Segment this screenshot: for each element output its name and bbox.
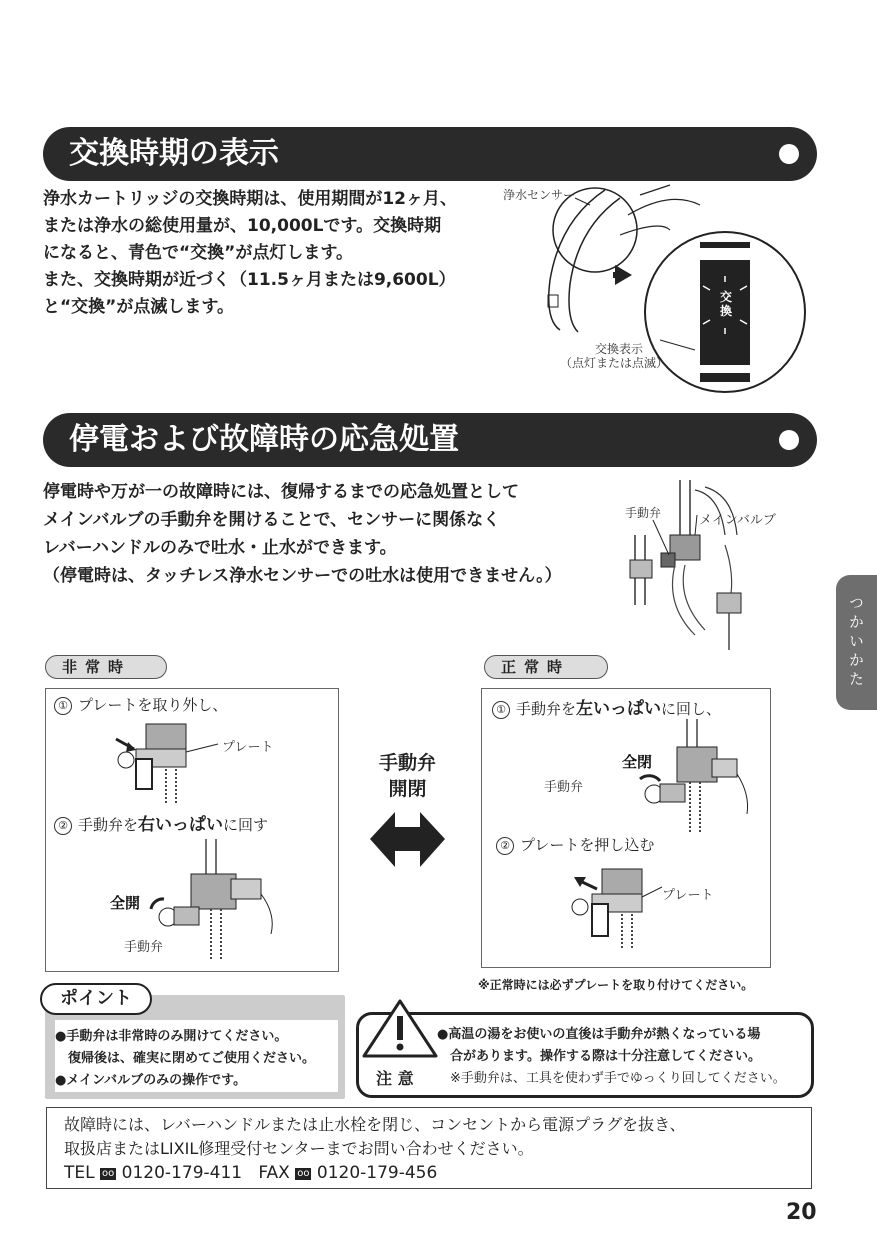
valve-open-illustration (146, 839, 296, 959)
manual-valve-label: 手動弁 (544, 780, 584, 795)
step-text: 手動弁を (78, 816, 139, 834)
note-line: ●高温の湯をお使いの直後は手動弁が熱くなっている場 (437, 1027, 761, 1042)
double-arrow-icon (370, 812, 445, 867)
section-title: 停電および故障時の応急処置 (69, 422, 459, 457)
full-open-label: 全開 (110, 894, 141, 912)
note-line: 復帰後は、確実に閉めてご使用ください。 (55, 1051, 316, 1066)
note-line: ※手動弁は、工具を使わず手でゆっくり回してください。 (437, 1071, 786, 1086)
text-line: 停電時や万が一の故障時には、復帰するまでの応急処置として (43, 482, 519, 502)
step-text: に回し、 (661, 700, 722, 718)
warning-icon (360, 998, 440, 1060)
text-line: （停電時は、タッチレス浄水センサーでの吐水は使用できません。） (43, 566, 562, 586)
caution-notes (437, 1024, 786, 1090)
valve-assembly-diagram (625, 475, 775, 655)
step-number: ② (496, 837, 514, 855)
step-emphasis: 右いっぱい (138, 815, 224, 835)
display-char: 換 (719, 304, 732, 318)
text-line: メインバルブの手動弁を開けることで、センサーに関係なく (43, 510, 501, 530)
step-text: プレートを取り外し、 (78, 696, 228, 714)
display-char: 交 (719, 290, 732, 304)
plate-label: プレート (222, 740, 274, 755)
valve-close-illustration (622, 719, 752, 839)
emergency-step-1 (54, 694, 227, 715)
center-caption (355, 750, 460, 802)
emergency-description (43, 478, 562, 590)
center-line: 手動弁 (378, 752, 436, 774)
step-number: ① (54, 697, 72, 715)
caution-label: 注 意 (376, 1069, 414, 1088)
contact-box (46, 1107, 812, 1189)
header-dot (779, 430, 799, 450)
plate-insert-illustration (562, 859, 692, 949)
center-line: 開閉 (388, 778, 427, 800)
normal-step-2 (496, 834, 654, 855)
fax-label: FAX (258, 1163, 290, 1183)
text-line: と“交換”が点滅します。 (43, 297, 234, 317)
normal-box (481, 688, 771, 968)
normal-step-1 (492, 694, 721, 719)
plate-removal-illustration (106, 714, 226, 804)
text-line: になると、青色で“交換”が点灯します。 (43, 243, 353, 263)
step-number: ② (54, 817, 72, 835)
step-number: ① (492, 701, 510, 719)
side-tab[interactable]: つかいかた (836, 575, 877, 710)
section-header-emergency (43, 413, 817, 467)
normal-pill: 正常時 (484, 655, 608, 679)
point-notes (55, 1026, 315, 1092)
step-text: 手動弁を (516, 700, 577, 718)
step-text: プレートを押し込む (520, 836, 655, 854)
sensor-label: 浄水センサー (503, 188, 576, 202)
display-indicator (717, 290, 735, 318)
point-title: ポイント (40, 983, 152, 1015)
text-line: また、交換時期が近づく（11.5ヶ月または9,600L） (43, 270, 456, 290)
emergency-step-2 (54, 810, 268, 835)
header-dot (779, 144, 799, 164)
contact-line: 故障時には、レバーハンドルまたは止水栓を閉じ、コンセントから電源プラグを抜き、 (64, 1115, 686, 1134)
emergency-pill: 非常時 (45, 655, 167, 679)
note-line: ●手動弁は非常時のみ開けてください。 (55, 1029, 288, 1044)
display-caption-sub: （点灯または点滅） (560, 356, 669, 370)
display-caption: 交換表示 (595, 342, 644, 356)
text-line: レバーハンドルのみで吐水・止水ができます。 (43, 538, 397, 558)
freedial-icon: oo (102, 1168, 115, 1179)
emergency-box (45, 688, 339, 972)
plate-label: プレート (662, 888, 714, 903)
step-emphasis: 左いっぱい (576, 699, 662, 719)
note-line: ●メインバルブのみの操作です。 (55, 1073, 247, 1088)
step-text: に回す (223, 816, 269, 834)
text-line: または浄水の総使用量が、10,000Lです。交換時期 (43, 216, 442, 236)
main-valve-label: メインバルブ (699, 513, 776, 528)
freedial-icon: oo (297, 1168, 310, 1179)
tel-label: TEL (64, 1163, 95, 1183)
section-title: 交換時期の表示 (69, 136, 279, 171)
normal-note: ※正常時には必ずプレートを取り付けてください。 (478, 978, 754, 992)
contact-numbers (64, 1161, 811, 1185)
contact-line: 取扱店またはLIXIL修理受付センターまでお問い合わせください。 (64, 1139, 534, 1158)
manual-valve-label: 手動弁 (625, 506, 662, 520)
replacement-description (43, 186, 457, 321)
note-line: 合があります。操作する際は十分注意してください。 (437, 1049, 761, 1064)
section-header-replacement (43, 127, 817, 181)
text-line: 浄水カートリッジの交換時期は、使用期間が12ヶ月、 (43, 189, 457, 209)
fax-number[interactable]: 0120-179-456 (316, 1163, 438, 1183)
page-number: 20 (786, 1200, 817, 1225)
tel-number[interactable]: 0120-179-411 (121, 1163, 243, 1183)
manual-valve-label: 手動弁 (124, 940, 164, 955)
full-close-label: 全閉 (622, 753, 653, 771)
